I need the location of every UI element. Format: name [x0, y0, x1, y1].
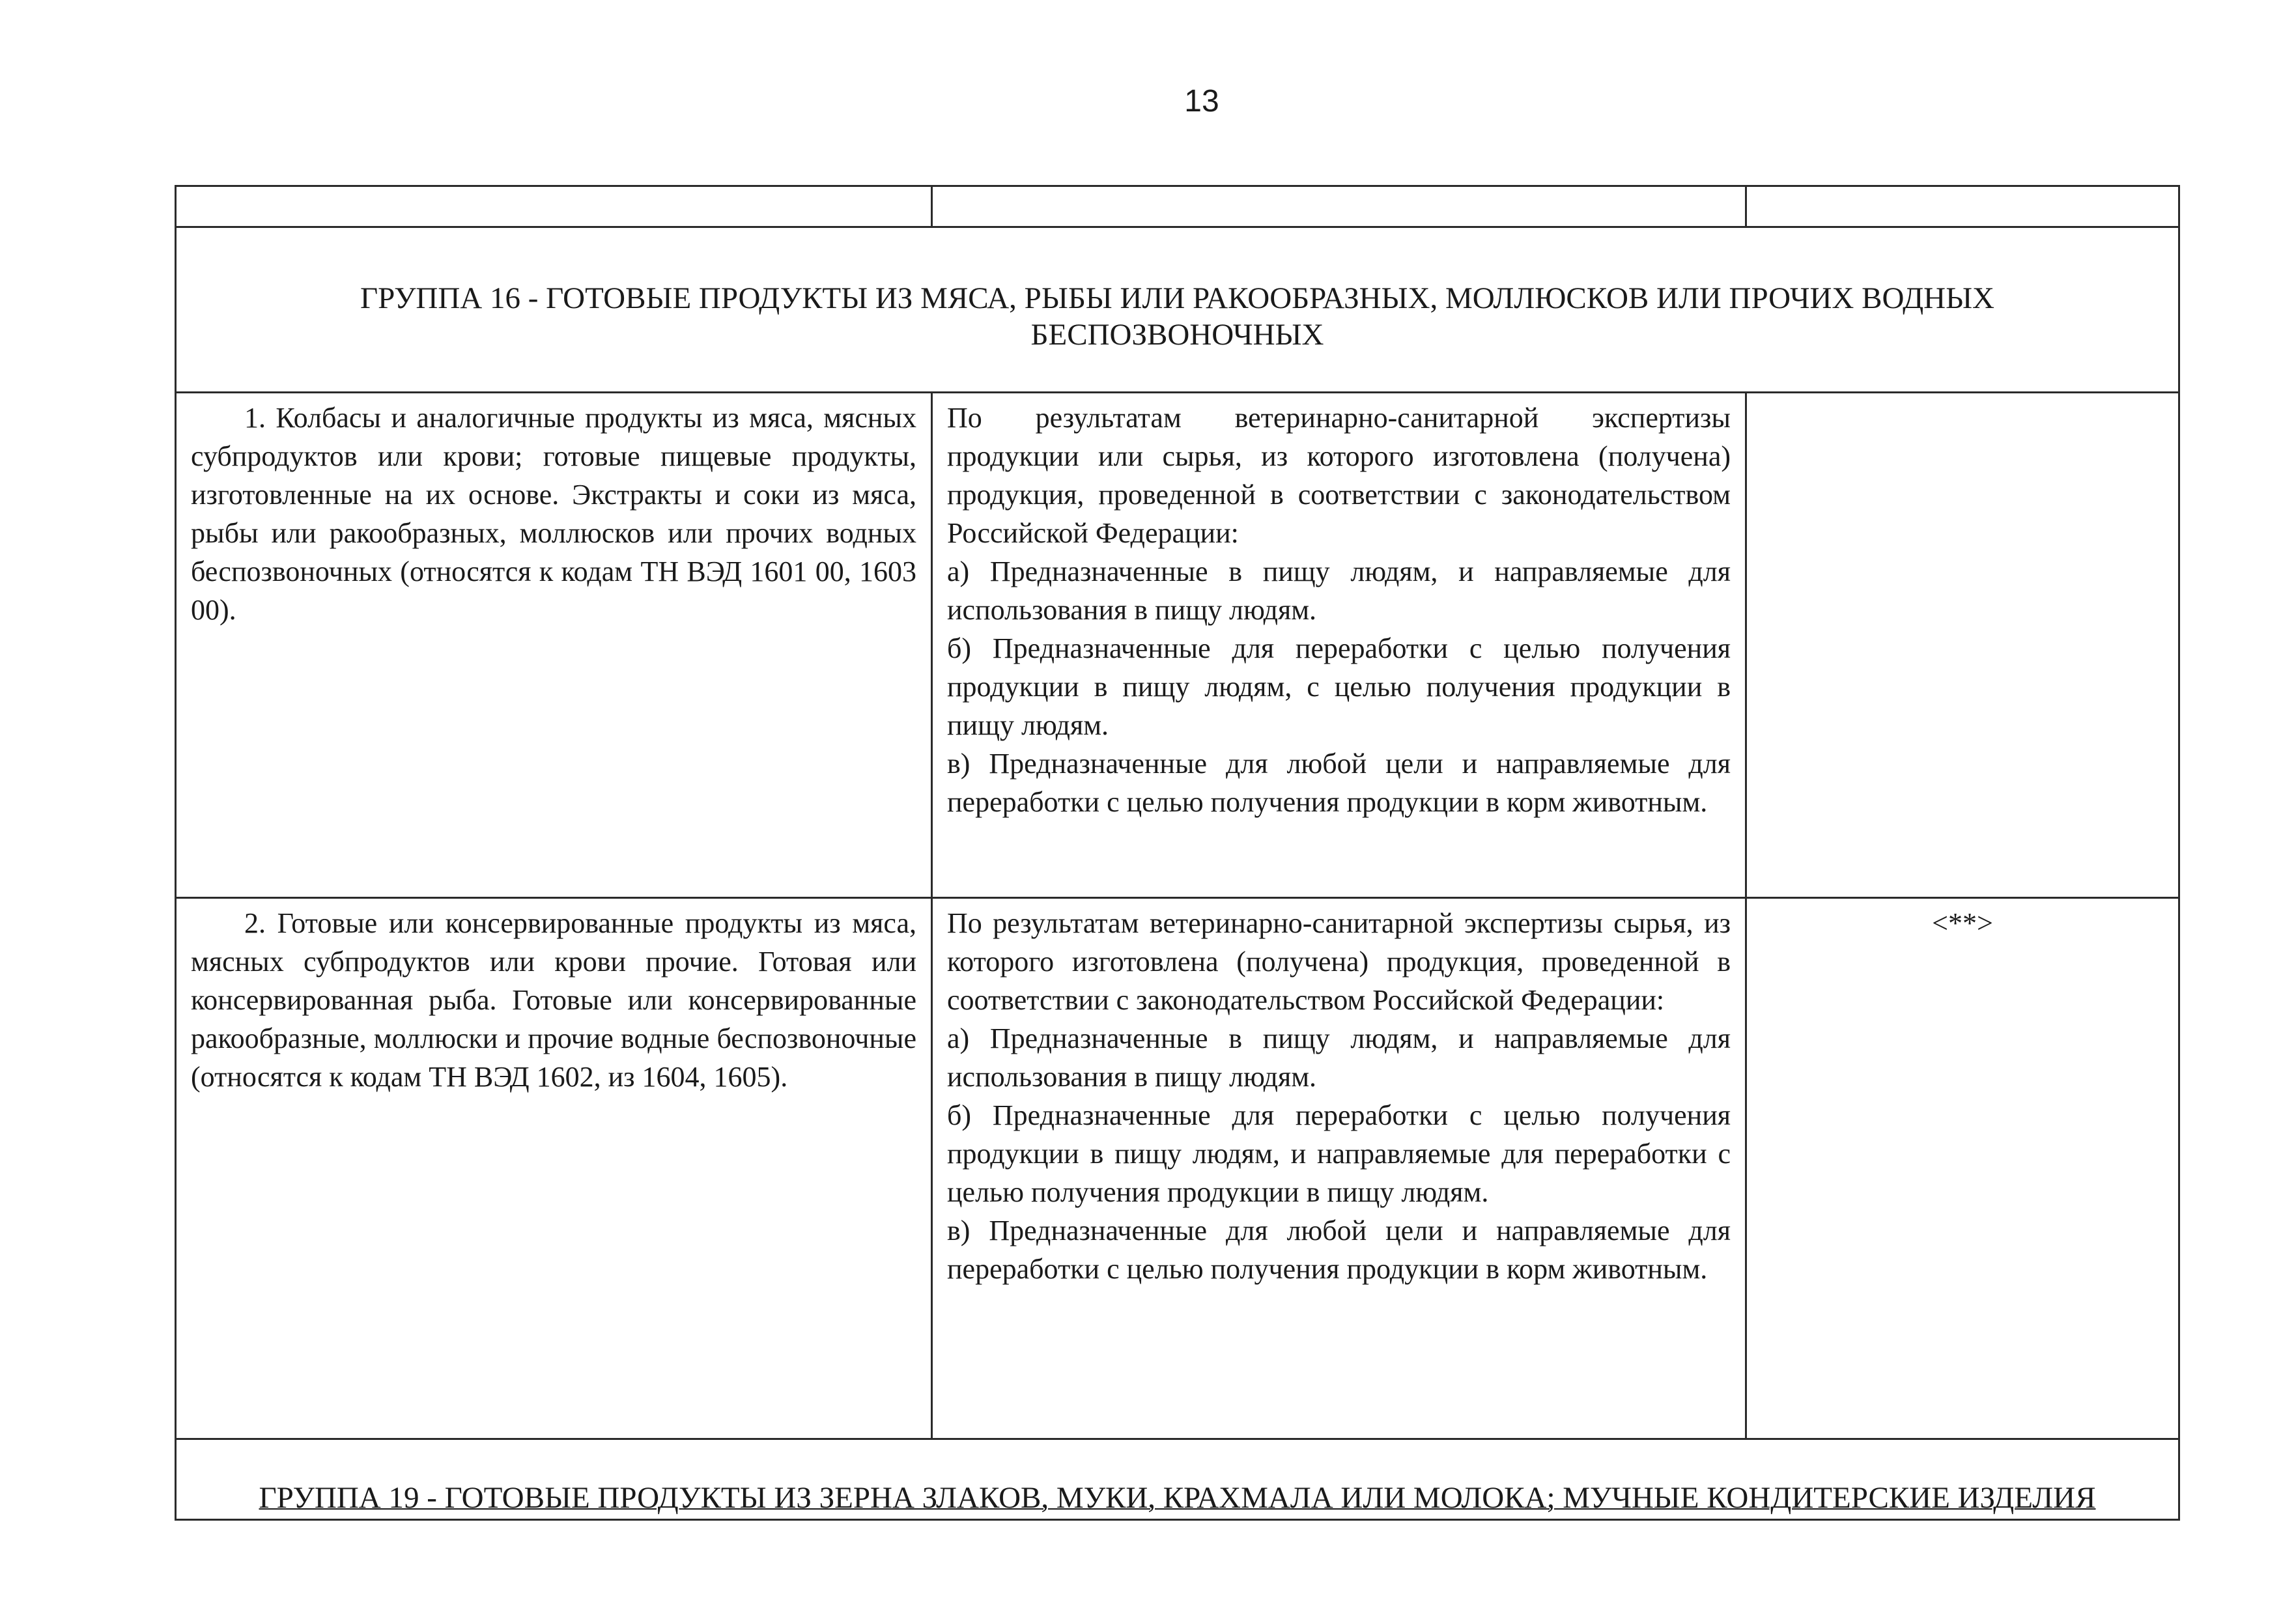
product-description: 1. Колбасы и аналогичные продукты из мяса, мясных субпродуктов или крови; готовые пищевые продукты, изготовленные на их основе. Экстракты и соки из мяса, рыбы или ракообразных, моллюсков или прочих водных беспозвоночных (относятся к кодам ТН ВЭД 1601 00, 1603 00). — [176, 393, 932, 898]
condition-item-a: а) Предназначенные в пищу людям, и направляемые для использования в пищу людям. — [947, 1022, 1731, 1093]
group-16-row — [176, 227, 2179, 393]
table-header-row — [176, 186, 2179, 227]
condition-item-c: в) Предназначенные для любой цели и направляемые для переработки с целью получения продукции в корм животным. — [947, 748, 1731, 818]
table-row — [176, 393, 2179, 898]
condition-item-b: б) Предназначенные для переработки с целью получения продукции в пищу людям, и направляемые для переработки с целью получения продукции в пищу людям. — [947, 1099, 1731, 1208]
header-cell-1 — [176, 186, 932, 227]
regulation-table — [175, 185, 2180, 1521]
header-cell-3 — [1746, 186, 2179, 227]
group-16-title: ГРУППА 16 - ГОТОВЫЕ ПРОДУКТЫ ИЗ МЯСА, РЫБЫ ИЛИ РАКООБРАЗНЫХ, МОЛЛЮСКОВ ИЛИ ПРОЧИХ ВОДНЫХ БЕСПОЗВОНОЧНЫХ — [176, 227, 2179, 393]
group-19-title: ГРУППА 19 - ГОТОВЫЕ ПРОДУКТЫ ИЗ ЗЕРНА ЗЛАКОВ, МУКИ, КРАХМАЛА ИЛИ МОЛОКА; МУЧНЫЕ КОНДИТЕРСКИЕ ИЗДЕЛИЯ — [176, 1439, 2179, 1520]
condition-item-a: а) Предназначенные в пищу людям, и направляемые для использования в пищу людям. — [947, 556, 1731, 626]
page-number: 13 — [1184, 84, 1219, 119]
group-19-row — [176, 1439, 2179, 1520]
conditions-cell — [932, 898, 1746, 1439]
table-row — [176, 898, 2179, 1439]
condition-intro: По результатам ветеринарно-санитарной экспертизы сырья, из которого изготовлена (получена) продукция, проведенной в соответствии с законодательством Российской Федерации: — [947, 907, 1731, 1016]
condition-item-b: б) Предназначенные для переработки с целью получения продукции в пищу людям, с целью получения продукции в пищу людям. — [947, 632, 1731, 741]
note-cell — [1746, 393, 2179, 898]
product-description: 2. Готовые или консервированные продукты из мяса, мясных субпродуктов или крови прочие. Готовая или консервированная рыба. Готовые или консервированные ракообразные, моллюски и прочие водные беспозвоночные (относятся к кодам ТН ВЭД 1602, из 1604, 1605). — [176, 898, 932, 1439]
conditions-cell — [932, 393, 1746, 898]
condition-intro: По результатам ветеринарно-санитарной экспертизы продукции или сырья, из которого изготовлена (получена) продукция, проведенной в соответствии с законодательством Российской Федерации: — [947, 402, 1731, 549]
header-cell-2 — [932, 186, 1746, 227]
condition-item-c: в) Предназначенные для любой цели и направляемые для переработки с целью получения продукции в корм животным. — [947, 1215, 1731, 1285]
note-cell: <**> — [1746, 898, 2179, 1439]
